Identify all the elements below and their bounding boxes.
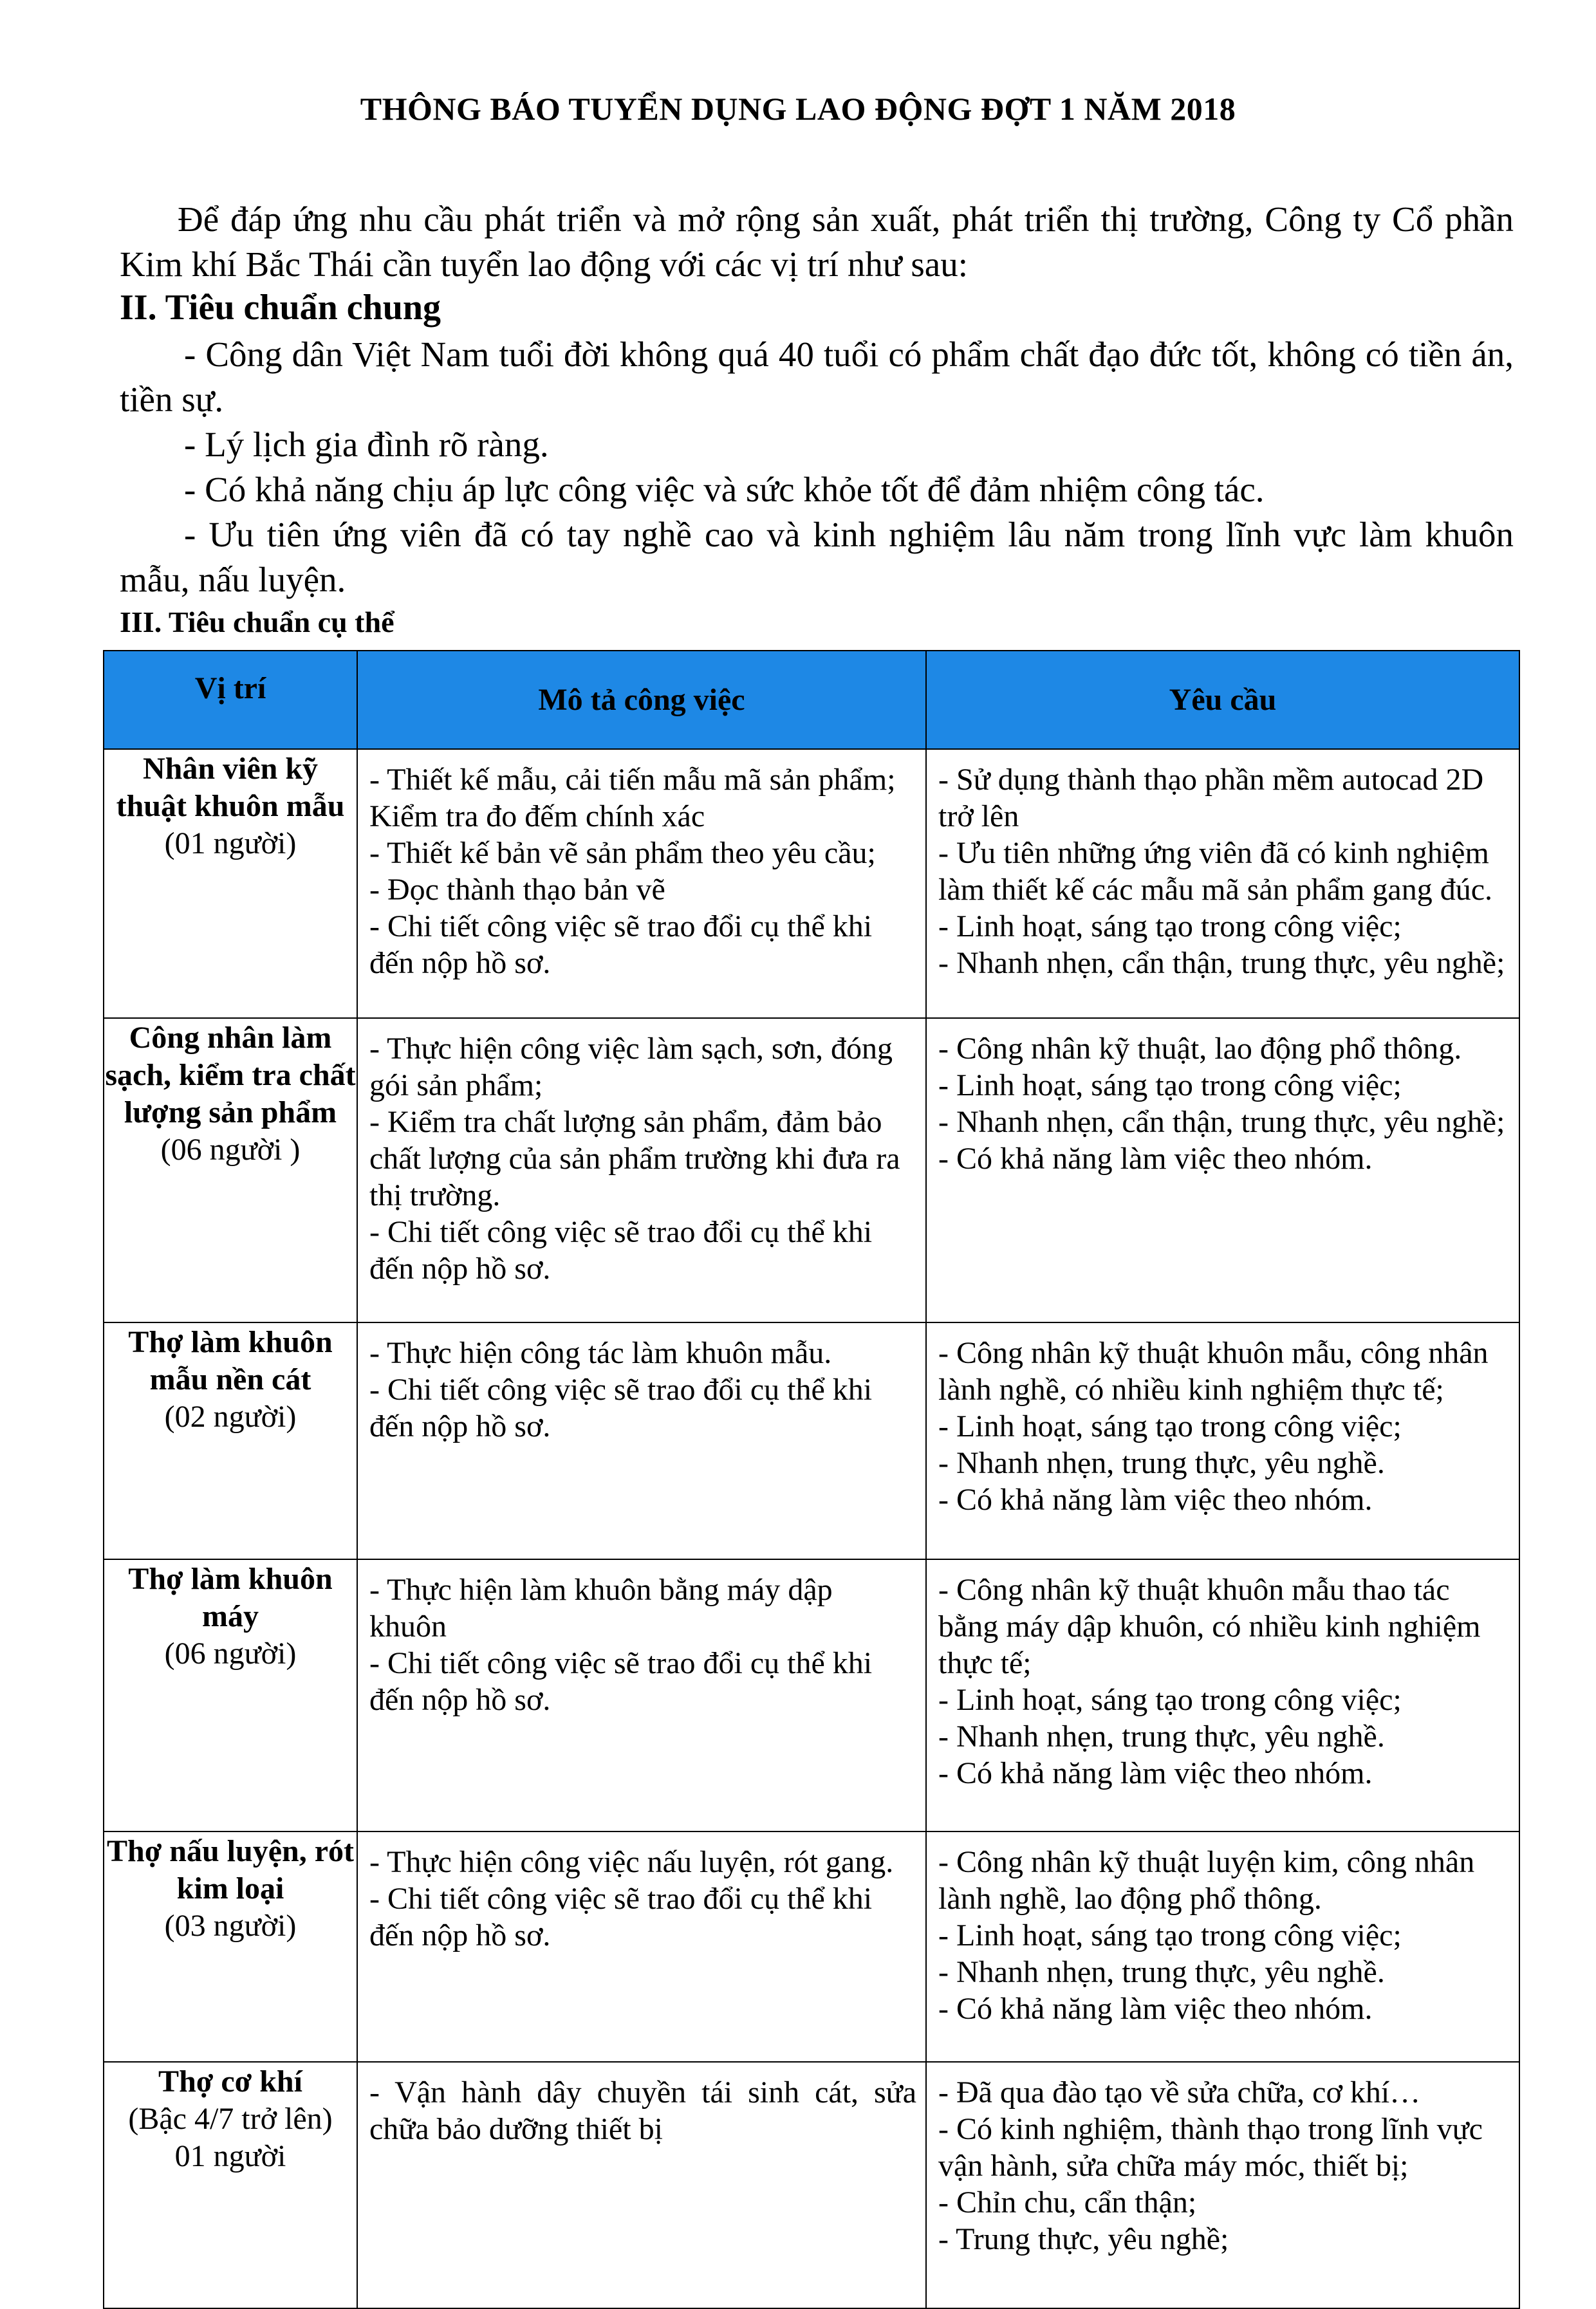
table-row <box>104 749 1519 1018</box>
requirement-line: - Chỉn chu, cẩn thận; <box>938 2185 1197 2220</box>
position-name: Thợ nấu luyện, rót kim loại <box>107 1834 354 1906</box>
description-line: - Thực hiện công tác làm khuôn mẫu. <box>369 1336 832 1370</box>
column-header-description: Mô tả công việc <box>357 651 926 749</box>
general-requirement-item: - Lý lịch gia đình rõ ràng. <box>184 425 549 464</box>
requirement-line: - Nhanh nhẹn, cẩn thận, trung thực, yêu nghề; <box>938 946 1505 980</box>
description-line: - Kiểm tra chất lượng sản phẩm, đảm bảo chất lượng của sản phẩm trường khi đưa ra thị trường. <box>369 1105 900 1212</box>
requirement-line: - Ưu tiên những ứng viên đã có kinh nghiệm làm thiết kế các mẫu mã sản phẩm gang đúc. <box>938 836 1493 907</box>
column-header-position: Vị trí <box>104 651 357 749</box>
position-cell <box>104 2062 357 2308</box>
requirement-line: - Linh hoạt, sáng tạo trong công việc; <box>938 909 1402 943</box>
table-row <box>104 1018 1519 1322</box>
requirement-line: - Công nhân kỹ thuật, lao động phổ thông. <box>938 1032 1462 1066</box>
description-line: - Đọc thành thạo bản vẽ <box>369 873 665 907</box>
description-cell <box>357 2062 926 2308</box>
description-line: - Chi tiết công việc sẽ trao đổi cụ thể khi đến nộp hồ sơ. <box>369 1646 873 1717</box>
position-name: Thợ cơ khí <box>158 2064 302 2099</box>
requirements-cell <box>926 2062 1519 2308</box>
requirement-line: - Sử dụng thành thạo phần mềm autocad 2D trở lên <box>938 763 1484 833</box>
table-row <box>104 2062 1519 2308</box>
general-requirement-item: - Công dân Việt Nam tuổi đời không quá 40 tuổi có phẩm chất đạo đức tốt, không có tiền án, tiền sự. <box>120 335 1514 419</box>
position-count: (01 người) <box>164 826 297 860</box>
requirement-line: - Linh hoạt, sáng tạo trong công việc; <box>938 1918 1402 1952</box>
requirements-cell <box>926 749 1519 1018</box>
requirement-line: - Công nhân kỹ thuật khuôn mẫu, công nhân lành nghề, có nhiều kinh nghiệm thực tế; <box>938 1336 1489 1407</box>
position-name: Công nhân làm sạch, kiểm tra chất lượng sản phẩm <box>105 1021 356 1129</box>
description-line: - Thực hiện công việc nấu luyện, rót gang. <box>369 1845 894 1879</box>
table-row <box>104 1831 1519 2062</box>
requirement-line: - Công nhân kỹ thuật luyện kim, công nhân lành nghề, lao động phổ thông. <box>938 1845 1475 1916</box>
table-row <box>104 1322 1519 1559</box>
requirement-line: - Linh hoạt, sáng tạo trong công việc; <box>938 1068 1402 1102</box>
position-level: (Bậc 4/7 trở lên) <box>128 2102 333 2136</box>
requirement-line: - Trung thực, yêu nghề; <box>938 2222 1229 2256</box>
position-name: Nhân viên kỹ thuật khuôn mẫu <box>116 752 345 823</box>
requirement-line: - Nhanh nhẹn, cẩn thận, trung thực, yêu nghề; <box>938 1105 1505 1139</box>
requirement-line: - Nhanh nhẹn, trung thực, yêu nghề. <box>938 1720 1385 1754</box>
requirements-cell <box>926 1559 1519 1831</box>
general-requirements-list <box>120 332 1514 602</box>
description-line: - Chi tiết công việc sẽ trao đổi cụ thể khi đến nộp hồ sơ. <box>369 909 873 980</box>
description-line: - Thiết kế bản vẽ sản phẩm theo yêu cầu; <box>369 836 876 870</box>
position-cell <box>104 1018 357 1322</box>
description-line: - Thực hiện làm khuôn bằng máy dập khuôn <box>369 1573 833 1644</box>
document-title: THÔNG BÁO TUYỂN DỤNG LAO ĐỘNG ĐỢT 1 NĂM 2018 <box>360 91 1236 127</box>
general-requirement-item: - Ưu tiên ứng viên đã có tay nghề cao và kinh nghiệm lâu năm trong lĩnh vực làm khuôn mẫu, nấu luyện. <box>120 515 1514 599</box>
position-cell <box>104 1322 357 1559</box>
requirement-line: - Có khả năng làm việc theo nhóm. <box>938 1756 1373 1790</box>
position-count: (02 người) <box>164 1400 297 1434</box>
position-count: (06 người) <box>164 1637 297 1671</box>
requirement-line: - Có kinh nghiệm, thành thạo trong lĩnh vực vận hành, sửa chữa máy móc, thiết bị; <box>938 2112 1483 2183</box>
column-header-requirements: Yêu cầu <box>926 651 1519 749</box>
position-count: 01 người <box>174 2139 286 2173</box>
requirement-line: - Nhanh nhẹn, trung thực, yêu nghề. <box>938 1446 1385 1480</box>
description-cell <box>357 1018 926 1322</box>
requirements-cell <box>926 1322 1519 1559</box>
position-count: (03 người) <box>164 1909 297 1943</box>
description-line: - Thực hiện công việc làm sạch, sơn, đóng gói sản phẩm; <box>369 1032 893 1102</box>
position-name: Thợ làm khuôn mẫu nền cát <box>128 1325 333 1396</box>
requirement-line: - Công nhân kỹ thuật khuôn mẫu thao tác bằng máy dập khuôn, có nhiều kinh nghiệm thực tế; <box>938 1573 1481 1680</box>
description-cell <box>357 1559 926 1831</box>
description-line: - Chi tiết công việc sẽ trao đổi cụ thể khi đến nộp hồ sơ. <box>369 1215 873 1286</box>
description-line: - Chi tiết công việc sẽ trao đổi cụ thể khi đến nộp hồ sơ. <box>369 1373 873 1443</box>
section-heading-general: II. Tiêu chuẩn chung <box>120 288 441 328</box>
requirement-line: - Có khả năng làm việc theo nhóm. <box>938 1142 1373 1176</box>
description-line: - Chi tiết công việc sẽ trao đổi cụ thể khi đến nộp hồ sơ. <box>369 1882 873 1952</box>
description-cell <box>357 1831 926 2062</box>
description-line: - Thiết kế mẫu, cải tiến mẫu mã sản phẩm; Kiểm tra đo đếm chính xác <box>369 763 896 833</box>
position-name: Thợ làm khuôn máy <box>128 1562 333 1633</box>
position-cell <box>104 749 357 1018</box>
position-cell <box>104 1831 357 2062</box>
description-line: - Vận hành dây chuyền tái sinh cát, sửa chữa bảo dưỡng thiết bị <box>369 2075 916 2146</box>
requirement-line: - Đã qua đào tạo về sửa chữa, cơ khí… <box>938 2075 1421 2110</box>
general-requirement-item: - Có khả năng chịu áp lực công việc và sức khỏe tốt để đảm nhiệm công tác. <box>184 470 1265 509</box>
requirements-cell <box>926 1018 1519 1322</box>
requirements-cell <box>926 1831 1519 2062</box>
description-cell <box>357 1322 926 1559</box>
intro-paragraph: Để đáp ứng nhu cầu phát triển và mở rộng sản xuất, phát triển thị trường, Công ty Cổ phần Kim khí Bắc Thái cần tuyển lao động với các vị trí như sau: <box>120 199 1514 284</box>
requirement-line: - Linh hoạt, sáng tạo trong công việc; <box>938 1683 1402 1717</box>
description-cell <box>357 749 926 1018</box>
job-positions-table <box>103 650 1520 2309</box>
requirement-line: - Nhanh nhẹn, trung thực, yêu nghề. <box>938 1955 1385 1989</box>
requirement-line: - Linh hoạt, sáng tạo trong công việc; <box>938 1409 1402 1443</box>
requirement-line: - Có khả năng làm việc theo nhóm. <box>938 1992 1373 2026</box>
position-count: (06 người ) <box>160 1133 301 1167</box>
position-cell <box>104 1559 357 1831</box>
table-header-row <box>104 651 1519 749</box>
table-row <box>104 1559 1519 1831</box>
requirement-line: - Có khả năng làm việc theo nhóm. <box>938 1483 1373 1517</box>
section-heading-specific: III. Tiêu chuẩn cụ thể <box>120 606 394 638</box>
